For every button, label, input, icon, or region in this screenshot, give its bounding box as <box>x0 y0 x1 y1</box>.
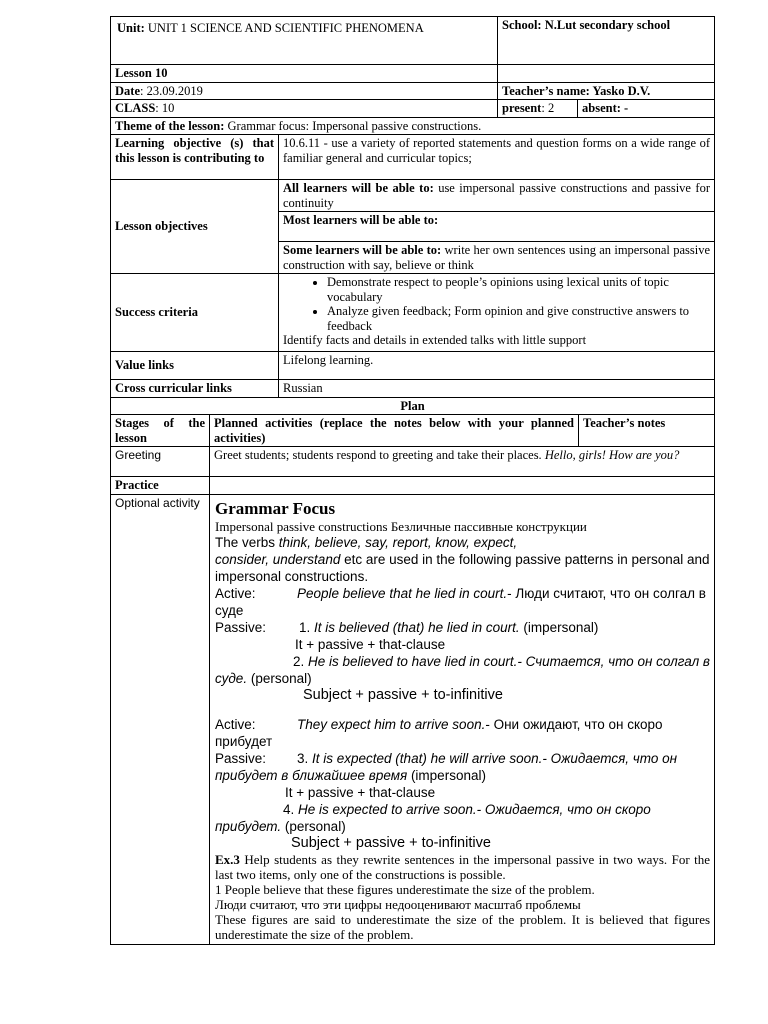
example-english: He is expected to arrive soon. <box>298 801 477 817</box>
learning-objective-value: 10.6.11 - use a variety of reported statements and question forms on a wide range of familiar general and curricular topics; <box>279 135 715 180</box>
class-cell <box>111 100 498 118</box>
grammar-focus-title: Grammar Focus <box>215 498 336 518</box>
school-name: School: N.Lut secondary school <box>502 18 671 32</box>
date-cell <box>111 82 498 100</box>
school-cell <box>498 17 715 65</box>
example-russian: - Ожидается, что он скоро прибудет. <box>215 801 651 834</box>
passive-label: Passive: <box>215 619 267 635</box>
greeting-text: Greet students; students respond to greeting and take their places. <box>214 448 545 462</box>
example-russian: - Они ожидают, что он скоро прибудет <box>215 716 663 749</box>
example-passive-2b <box>215 801 710 835</box>
active-label: Active: <box>215 585 256 601</box>
some-learners-label: Some learners will be able to: <box>283 243 442 257</box>
example-type: (impersonal) <box>519 619 599 635</box>
unit-cell <box>111 17 498 65</box>
lesson-objectives-label: Lesson objectives <box>115 219 208 234</box>
most-learners-label: Most learners will be able to: <box>283 213 439 227</box>
lesson-plan <box>110 16 714 945</box>
success-criteria-label: Success criteria <box>115 305 198 320</box>
practice-cell <box>111 477 210 495</box>
learning-objective-label: Learning objective (s) that this lesson is contributing to <box>115 136 274 165</box>
lesson-blank <box>498 65 715 83</box>
present-label: present <box>502 101 542 115</box>
unit-value: UNIT 1 SCIENCE AND SCIENTIFIC PHENOMENA <box>147 21 424 35</box>
example-number: 1. <box>299 619 315 635</box>
teacher-cell <box>498 82 715 100</box>
plan-table <box>110 397 715 945</box>
example-english: They expect him to arrive soon. <box>297 716 486 732</box>
grammar-intro <box>215 534 710 585</box>
example-passive-1b <box>215 653 710 687</box>
example-type: (impersonal) <box>407 767 486 783</box>
success-criteria-label-cell <box>111 274 279 352</box>
greeting-cell <box>210 447 715 477</box>
absent-cell <box>578 100 715 118</box>
practice-blank <box>210 477 715 495</box>
intro-verbs: think, believe, say, report, know, expect, <box>278 534 518 550</box>
all-learners-value: use impersonal passive constructions and passive for continuity <box>283 181 711 210</box>
intro-verbs: consider, understand <box>215 551 341 567</box>
success-criteria-list <box>283 275 710 333</box>
activities-header <box>210 415 579 447</box>
exercise-item-english: 1 People believe that these figures underestimate the size of the problem. <box>215 881 595 897</box>
value-links-label: Value links <box>115 358 174 373</box>
lesson-number: Lesson 10 <box>115 66 168 80</box>
example-russian: - Ожидается, что он прибудет в ближайшее время <box>215 750 678 783</box>
success-criteria-extra: Identify facts and details in extended talks with little support <box>283 333 587 347</box>
theme-label: Theme of the lesson: <box>115 118 225 133</box>
exercise-instruction <box>215 852 710 882</box>
example-russian: - Считается, что он солгал в суде. <box>215 653 710 686</box>
example-english: People believe that he lied in court. <box>297 585 508 601</box>
example-type: (personal) <box>281 818 346 834</box>
plan-title: Plan <box>400 398 425 413</box>
some-learners-cell <box>279 242 715 274</box>
pattern-infinitive-1: Subject + passive + to-infinitive <box>303 686 503 703</box>
some-learners-value: write her own sentences using an impersonal passive construction with say, believe or think <box>283 243 711 272</box>
exercise-label: Ex.3 <box>215 851 240 867</box>
stages-header <box>111 415 210 447</box>
teacher-name: Teacher’s name: Yasko D.V. <box>502 83 651 98</box>
example-active-2 <box>215 716 710 750</box>
example-passive-2 <box>215 750 710 784</box>
present-cell <box>498 100 578 118</box>
notes-header-label: Teacher’s notes <box>583 416 666 430</box>
pattern-that-clause-2: It + passive + that-clause <box>285 784 436 800</box>
class-label: CLASS <box>115 101 156 115</box>
date-value: : 23.09.2019 <box>140 83 203 98</box>
theme-cell <box>111 117 715 135</box>
value-links-label-cell <box>111 352 279 380</box>
learning-objective-label-cell <box>111 135 279 180</box>
example-type: (personal) <box>247 670 312 686</box>
exercise-text: Help students as they rewrite sentences in the impersonal passive in two ways. For the last two items, only one of the constructions is possible. <box>215 851 711 882</box>
pattern-that-clause-1: It + passive + that-clause <box>295 636 446 652</box>
intro-text: etc are used in the following passive patterns in personal and impersonal constructions. <box>215 551 710 584</box>
stages-header-label: Stages of the lesson <box>115 416 205 445</box>
example-number: 2. <box>293 653 309 669</box>
grammar-focus-cell <box>210 494 715 944</box>
practice-label: Practice <box>115 478 159 492</box>
unit-label: Unit: <box>117 21 145 35</box>
plan-title-cell <box>111 397 715 415</box>
all-learners-cell <box>279 180 715 212</box>
example-number: 3. <box>297 750 313 766</box>
pattern-infinitive-2: Subject + passive + to-infinitive <box>291 834 491 851</box>
example-active-1 <box>215 585 710 619</box>
all-learners-label: All learners will be able to: <box>283 181 434 195</box>
passive-label: Passive: <box>215 750 267 766</box>
example-english: It is expected (that) he will arrive soon. <box>312 750 543 766</box>
success-criterion: • Analyze given feedback; Form opinion and give constructive answers to feedback <box>327 304 710 333</box>
exercise-item-russian: Люди считают, что эти цифры недооценивают масштаб проблемы <box>215 896 581 912</box>
example-passive-1 <box>215 619 710 636</box>
exercise-item-answer: These figures are said to underestimate the size of the problem. It is believed that figures underestimate the size of the problem. <box>215 911 711 942</box>
active-label: Active: <box>215 716 256 732</box>
notes-header <box>579 415 715 447</box>
example-number: 4. <box>283 801 299 817</box>
grammar-subtitle: Impersonal passive constructions Безличные пассивные конструкции <box>215 518 587 534</box>
greeting-stage: Greeting <box>111 447 210 477</box>
date-label: Date <box>115 83 140 98</box>
cross-links-label-cell <box>111 380 279 398</box>
example-english: He is believed to have lied in court. <box>308 653 518 669</box>
class-value: : 10 <box>155 101 175 115</box>
lesson-objectives-label-cell <box>111 180 279 274</box>
activities-header-label: Planned activities (replace the notes below with your planned activities) <box>214 416 574 445</box>
lesson-cell <box>111 65 498 83</box>
greeting-italic: Hello, girls! How are you? <box>544 448 680 462</box>
intro-text: The verbs <box>215 534 279 550</box>
spacer <box>215 704 710 716</box>
most-learners-cell <box>279 212 715 242</box>
lesson-header-table <box>110 16 715 398</box>
example-russian: - Люди считают, что он солгал в суде <box>215 585 706 618</box>
present-value: : 2 <box>541 101 555 115</box>
value-links-value: Lifelong learning. <box>279 352 715 380</box>
success-criteria-cell <box>279 274 715 352</box>
absent-label: absent: - <box>582 101 629 115</box>
example-english: It is believed (that) he lied in court. <box>314 619 520 635</box>
cross-links-label: Cross curricular links <box>115 381 232 395</box>
optional-stage: Optional activity <box>111 494 210 944</box>
cross-links-value: Russian <box>279 380 715 398</box>
success-criterion: • Demonstrate respect to people’s opinions using lexical units of topic vocabulary <box>327 275 710 304</box>
theme-value: Grammar focus: Impersonal passive constructions. <box>224 118 482 133</box>
